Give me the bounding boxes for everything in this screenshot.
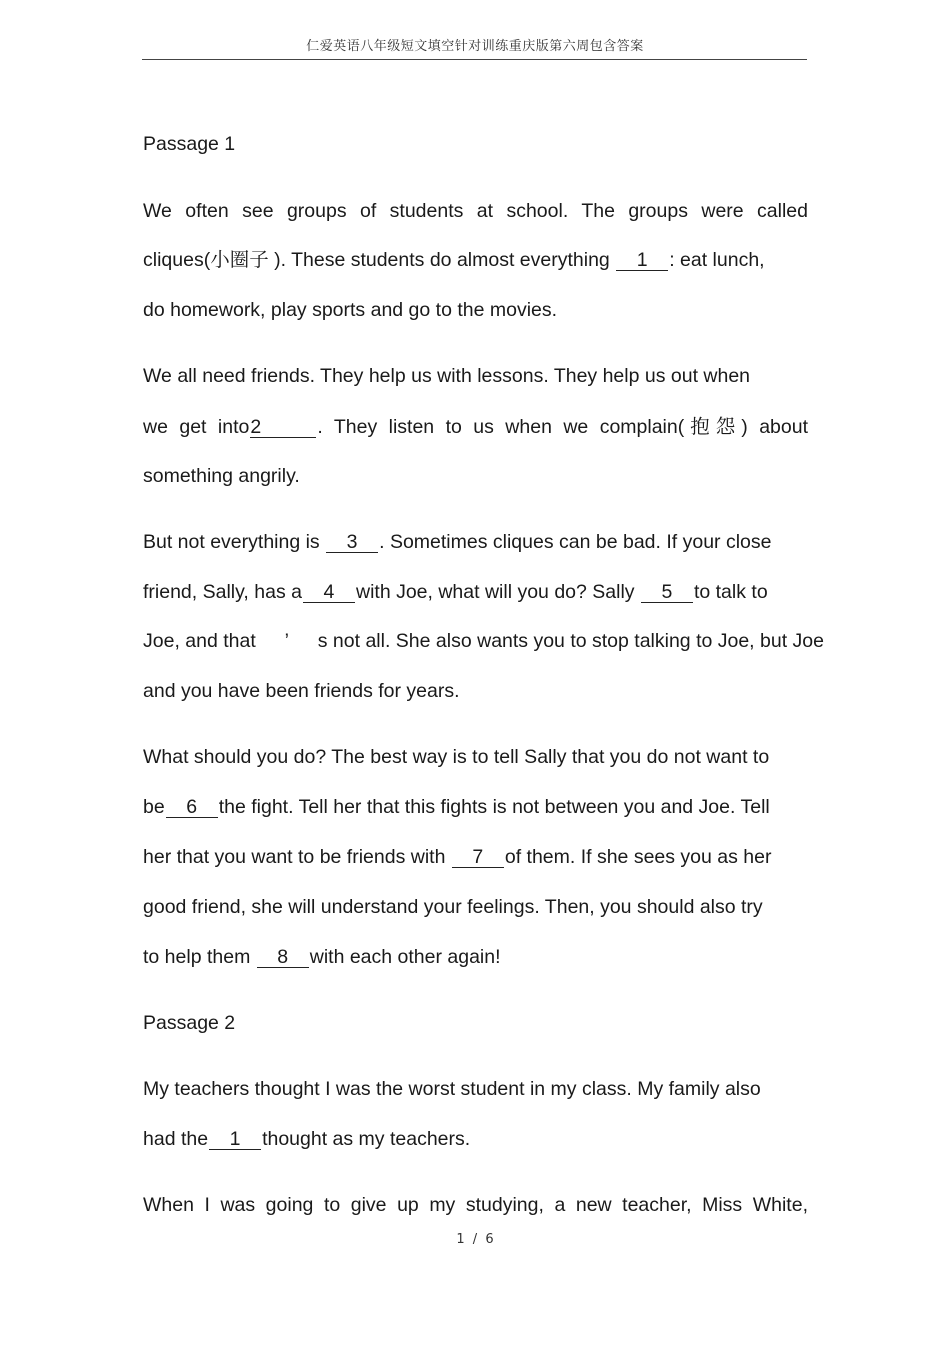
text-span: to help them xyxy=(143,946,256,968)
text-span: . They listen to us when we complain(抱怨) about xyxy=(317,416,808,438)
passage-1-p2-line-3: something angrily. xyxy=(143,465,300,487)
passage-1-p4-line-2 xyxy=(143,795,770,819)
blank-1: 1 xyxy=(616,250,668,271)
passage-2-p1-line-1: My teachers thought I was the worst student in my class. My family also xyxy=(143,1078,761,1100)
text-span: . Sometimes cliques can be bad. If your close xyxy=(379,531,772,553)
passage-1-p1-line-1: We often see groups of students at school. The groups were called xyxy=(143,200,808,222)
text-span: be xyxy=(143,796,165,818)
text-span: the fight. Tell her that this fights is not between you and Joe. Tell xyxy=(218,796,770,818)
blank-8: 8 xyxy=(257,947,309,968)
text-span: s not all. She also wants you to stop talking to Joe, but Joe xyxy=(317,630,824,652)
blank-5: 5 xyxy=(641,582,693,603)
passage-1-p3-line-1 xyxy=(143,530,771,554)
passage-1-p2-line-2 xyxy=(143,415,808,439)
passage-1-p3-line-4: and you have been friends for years. xyxy=(143,680,460,702)
text-span: : eat lunch, xyxy=(669,249,765,271)
text-span: cliques(小圈子 ). These students do almost everything xyxy=(143,249,616,271)
passage-1-p1-line-3: do homework, play sports and go to the movies. xyxy=(143,299,558,321)
blank-3: 3 xyxy=(326,532,378,553)
passage-1-p4-line-4: good friend, she will understand your feelings. Then, you should also try xyxy=(143,896,763,918)
blank-2: 2 xyxy=(250,417,316,438)
page-number: 1 / 6 xyxy=(456,1232,494,1247)
text-span: friend, Sally, has a xyxy=(143,581,302,603)
text-span: But not everything is xyxy=(143,531,326,553)
passage-2-p1-line-2 xyxy=(143,1127,470,1151)
passage-2-heading: Passage 2 xyxy=(143,1012,236,1034)
text-span: Joe, and that xyxy=(143,630,256,652)
text-span: we get into xyxy=(143,416,250,438)
passage-1-p4-line-3 xyxy=(143,845,771,869)
text-span: of them. If she sees you as her xyxy=(504,846,772,868)
blank-7: 7 xyxy=(452,847,504,868)
blank-4: 4 xyxy=(303,582,355,603)
text-span: with Joe, what will you do? Sally xyxy=(355,581,640,603)
text-span: thought as my teachers. xyxy=(262,1128,471,1150)
passage-1-p4-line-1: What should you do? The best way is to tell Sally that you do not want to xyxy=(143,746,770,768)
passage-1-p1-line-2 xyxy=(143,248,765,272)
running-header: 仁爱英语八年级短文填空针对训练重庆版第六周包含答案 xyxy=(306,39,644,54)
passage-1-p2-line-1: We all need friends. They help us with lessons. They help us out when xyxy=(143,365,751,387)
blank-6: 6 xyxy=(166,797,218,818)
passage-2-p2-line-1: When I was going to give up my studying, a new teacher, Miss White, xyxy=(143,1194,808,1216)
passage-1-p3-line-2 xyxy=(143,580,768,604)
text-span: her that you want to be friends with xyxy=(143,846,451,868)
header-divider xyxy=(142,59,807,60)
text-span: to talk to xyxy=(693,581,768,603)
passage-1-heading: Passage 1 xyxy=(143,133,236,155)
blank-1: 1 xyxy=(209,1129,261,1150)
text-span: with each other again! xyxy=(309,946,501,968)
text-span: had the xyxy=(143,1128,209,1150)
passage-1-p3-line-3 xyxy=(143,629,824,653)
apostrophe: ’ xyxy=(284,630,289,652)
passage-1-p4-line-5 xyxy=(143,945,501,969)
